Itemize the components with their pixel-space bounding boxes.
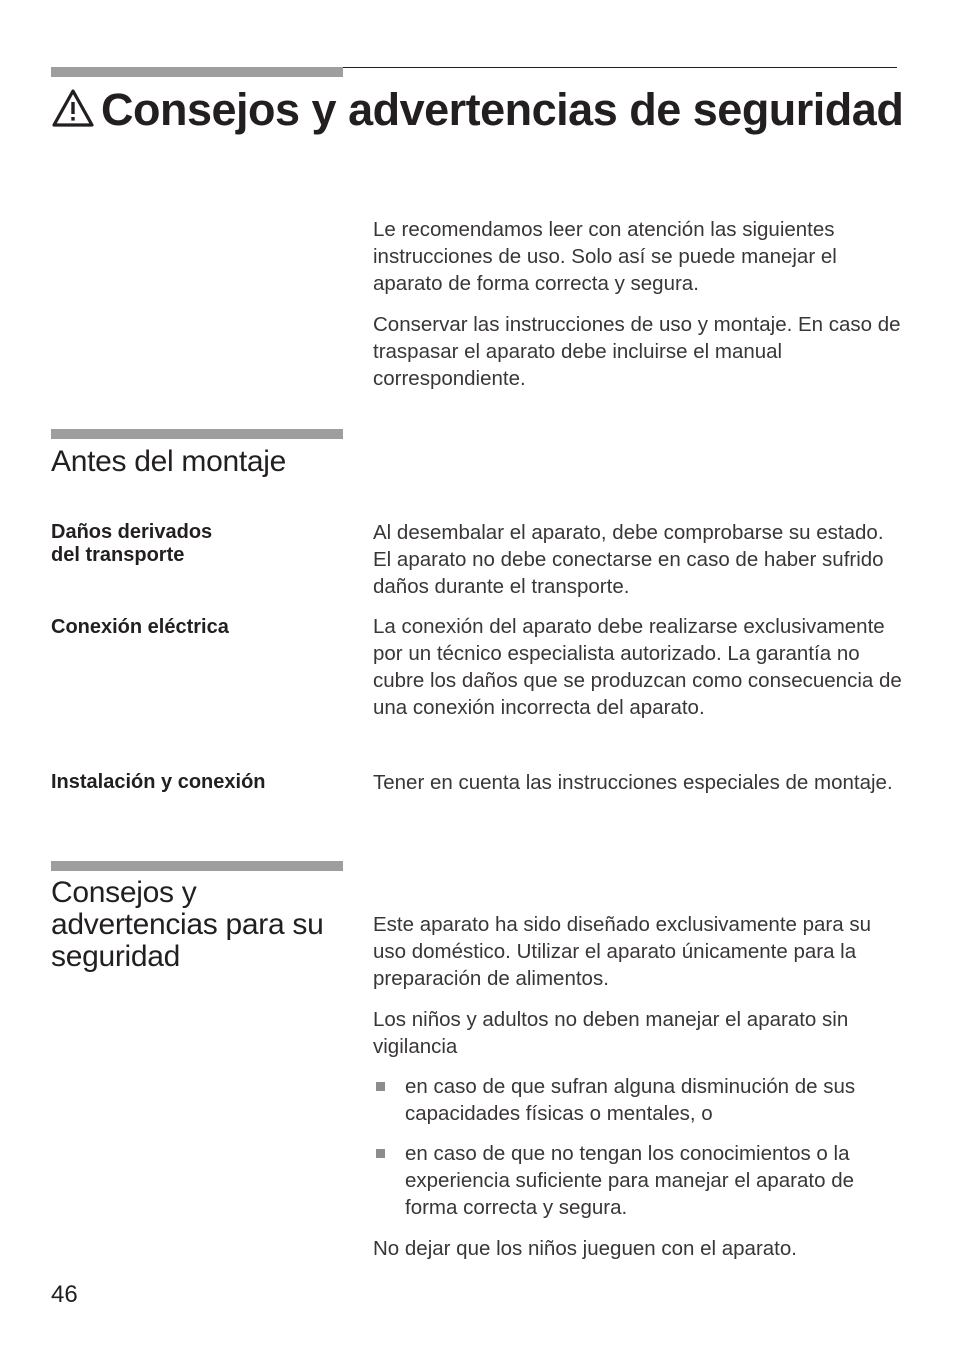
intro-paragraph-1: Le recomendamos leer con atención las siguientes instrucciones de uso. Solo así se puede manejar el aparato de forma correcta y segura. — [373, 218, 837, 295]
label-installation: Instalación y conexión — [51, 771, 266, 793]
bullet-text: en caso de que no tengan los conocimientos o la experiencia suficiente para manejar el aparato de forma correcta y segura. — [405, 1142, 854, 1219]
heading-before-install: Antes del montaje — [51, 445, 287, 478]
safety-paragraph-1: Este aparato ha sido diseñado exclusivamente para su uso doméstico. Utilizar el aparato únicamente para la preparación de alimentos. — [373, 913, 872, 990]
square-bullet-icon — [376, 1149, 385, 1158]
page-number: 46 — [51, 1281, 78, 1308]
bullet-text: en caso de que sufran alguna disminución de sus capacidades físicas o mentales, o — [405, 1075, 856, 1125]
label-transport-damage — [51, 521, 212, 567]
page-title — [51, 86, 911, 133]
heading-safety: Consejos y advertencias para su seguridad — [51, 876, 324, 973]
section-rule-safety — [51, 861, 343, 871]
text-transport-damage: Al desembalar el aparato, debe comprobarse su estado. El aparato no debe conectarse en caso de haber sufrido daños durante el transporte. — [373, 521, 884, 598]
text-electrical-connection: La conexión del aparato debe realizarse exclusivamente por un técnico especialista autorizado. La garantía no cubre los daños que se produzcan como consecuencia de una conexión incorrecta del aparato. — [373, 615, 902, 719]
square-bullet-icon — [376, 1082, 385, 1091]
text-installation: Tener en cuenta las instrucciones especiales de montaje. — [373, 771, 893, 794]
label-transport-damage-text: Daños derivados del transporte — [51, 521, 213, 566]
bullet-item — [373, 1073, 903, 1127]
page-title-text: Consejos y advertencias de seguridad — [101, 84, 904, 135]
section-rule-before-install — [51, 429, 343, 439]
safety-paragraph-2: Los niños y adultos no deben manejar el aparato sin vigilancia — [373, 1008, 849, 1058]
warning-triangle-icon — [51, 88, 95, 128]
section-rule-thin — [343, 67, 897, 68]
bullet-item — [373, 1140, 903, 1221]
safety-closing: No dejar que los niños jueguen con el aparato. — [373, 1237, 797, 1260]
label-electrical-connection: Conexión eléctrica — [51, 616, 229, 638]
section-rule-thick — [51, 67, 343, 77]
intro-paragraph-2: Conservar las instrucciones de uso y montaje. En caso de traspasar el aparato debe incluirse el manual correspondiente. — [373, 313, 901, 390]
